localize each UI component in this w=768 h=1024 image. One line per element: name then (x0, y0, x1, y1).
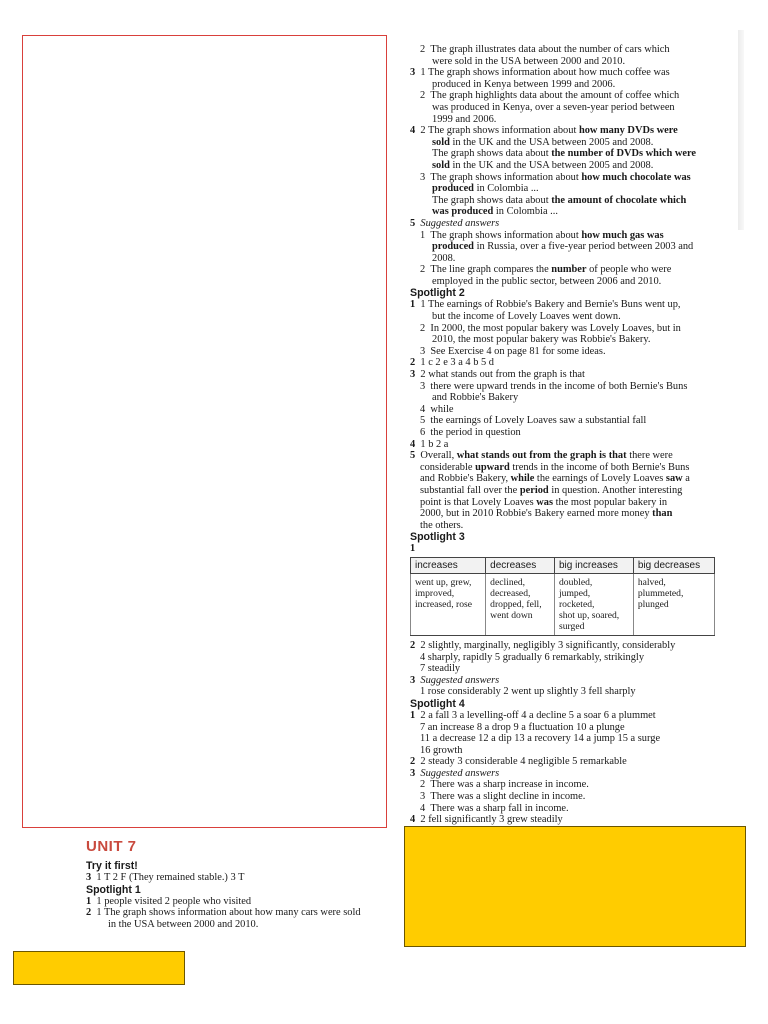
answer-line (410, 102, 722, 114)
item-number: 1 (410, 299, 416, 311)
table-cell: went up, grew, improved, increased, rose (411, 573, 486, 635)
answer-line (410, 427, 722, 439)
table-cell: doubled, jumped, rocketed, shot up, soared, surged (554, 573, 633, 635)
item-number: 2 (410, 639, 416, 651)
answer-text: the number of DVDs which were (551, 148, 696, 160)
answer-key-left-column (86, 838, 396, 930)
answer-text: The graph illustrates data about the number of cars which (430, 44, 670, 55)
redaction-box-yellow-large (404, 826, 746, 947)
answer-line (410, 346, 722, 358)
answer-text: how many DVDs were (578, 125, 678, 137)
section-heading: Spotlight 4 (410, 697, 465, 710)
answer-line (410, 640, 722, 652)
answer-text: 2 what stands out from the graph is that (420, 369, 585, 381)
answer-line (410, 264, 722, 276)
answer-text: how much chocolate was (581, 171, 691, 183)
item-number: 3 (420, 345, 426, 357)
answer-line (410, 148, 722, 160)
answer-text: 1 rose considerably 2 went up slightly 3 fell sharply (420, 686, 636, 698)
answer-text: point is that Lovely Loaves (420, 496, 537, 508)
answer-text: there were (626, 450, 673, 462)
answer-line (410, 722, 722, 734)
item-number: 6 (420, 427, 426, 438)
answer-text: 1 The graph shows information about how much coffee was (420, 67, 670, 79)
answer-line (86, 919, 396, 931)
answer-text: 7 an increase 8 a drop 9 a fluctuation 10 a plunge (420, 721, 625, 733)
answer-text: 1 c 2 e 3 a 4 b 5 d (420, 357, 494, 369)
answer-text: number (551, 264, 587, 276)
answer-text: sold (432, 136, 450, 148)
answer-text: was (536, 496, 554, 508)
answer-text: 2000, but in 2010 Robbie's Bakery earned more money (420, 508, 653, 520)
item-number: 5 (420, 415, 426, 427)
answer-line (410, 206, 722, 218)
item-number: 3 (420, 791, 426, 803)
answer-text: period (519, 484, 549, 496)
redaction-box-yellow-small (13, 951, 185, 985)
answer-text: produced in Kenya between 1999 and 2006. (432, 78, 616, 90)
item-number: 2 (420, 264, 426, 276)
table-header: big increases (554, 557, 633, 573)
answer-line (410, 334, 722, 346)
answer-line (410, 160, 722, 172)
answer-line (410, 710, 722, 722)
item-number: 4 (420, 802, 426, 814)
answer-line (410, 675, 722, 687)
item-number: 1 (420, 229, 426, 241)
answer-line (410, 253, 722, 265)
answer-text: in question. Another interesting (548, 484, 683, 496)
answer-text: See Exercise 4 on page 81 for some ideas. (430, 345, 606, 357)
answer-line (410, 241, 722, 253)
answer-line (86, 896, 396, 908)
answer-line (410, 323, 722, 335)
answer-line (410, 56, 722, 68)
answer-line (410, 497, 722, 509)
item-number: 2 (86, 907, 92, 919)
answer-text: was produced in Kenya, over a seven-year period between (432, 101, 675, 113)
item-number: 4 (410, 438, 416, 450)
redaction-box-red (22, 35, 387, 828)
answer-line (410, 114, 722, 126)
answer-line (410, 404, 722, 416)
answer-line (410, 450, 722, 462)
answer-text: but the income of Lovely Loaves went down. (432, 311, 621, 323)
table-cell: declined, decreased, dropped, fell, went down (486, 573, 555, 635)
unit7-answers (86, 860, 396, 930)
answer-text: in Colombia ... (473, 183, 539, 195)
answer-text: there were upward trends in the income of both Bernie's Buns (430, 380, 688, 392)
answer-line (410, 67, 722, 79)
answer-text: the earnings of Lovely Loaves saw a substantial fall (430, 415, 647, 427)
answer-text: 1 people visited 2 people who visited (96, 895, 252, 907)
vocabulary-table (410, 557, 715, 636)
answer-line (410, 473, 722, 485)
answer-line (86, 907, 396, 919)
answer-line (410, 814, 722, 826)
answer-line (410, 791, 722, 803)
item-number: 1 (410, 543, 416, 555)
answer-line (410, 663, 722, 675)
answer-text: produced (432, 241, 474, 253)
answer-text: trends in the income of both Bernie's Buns (509, 461, 690, 473)
answer-line (410, 299, 722, 311)
answer-text: The graph shows information about (430, 229, 582, 241)
answer-text: Overall, (420, 450, 457, 462)
answer-text: Suggested answers (420, 674, 500, 686)
answer-line (410, 392, 722, 404)
answer-text: 1 T 2 F (They remained stable.) 3 T (96, 872, 245, 883)
answer-line (410, 195, 722, 207)
answer-text: There was a sharp increase in income. (430, 779, 589, 791)
item-number: 3 (86, 872, 92, 883)
answer-key-right-column (410, 44, 722, 826)
answer-text: 4 sharply, rapidly 5 gradually 6 remarkably, strikingly (420, 651, 645, 663)
answer-line (410, 803, 722, 815)
answer-line (410, 90, 722, 102)
item-number: 2 (420, 779, 426, 791)
answer-text: 2 steady 3 considerable 4 negligible 5 remarkable (420, 756, 627, 768)
answer-text: 1 The graph shows information about how many cars were sold (96, 907, 361, 919)
answer-text: There was a slight decline in income. (430, 791, 586, 803)
answer-line (410, 768, 722, 780)
item-number: 3 (410, 674, 416, 686)
answer-line (410, 311, 722, 323)
answer-text: the period in question (430, 427, 521, 438)
answer-line (410, 357, 722, 369)
answer-line (410, 369, 722, 381)
answer-text: what stands out from the graph is that (456, 450, 627, 462)
answer-line (86, 872, 396, 884)
table-header: decreases (486, 557, 555, 573)
answer-text: in the UK and the USA between 2005 and 2008. (449, 136, 654, 148)
answer-text: 2 The graph shows information about (420, 125, 579, 137)
answer-text: in Colombia ... (493, 206, 558, 218)
answer-text: 2008. (432, 252, 456, 264)
answer-text: The graph highlights data about the amount of coffee which (430, 90, 680, 102)
item-number: 1 (410, 709, 416, 721)
item-number: 2 (420, 44, 426, 55)
answer-line (410, 462, 722, 474)
section-heading: Spotlight 3 (410, 531, 465, 544)
answer-text: than (652, 508, 673, 520)
item-number: 2 (410, 357, 416, 369)
item-number: 2 (410, 756, 416, 768)
answer-text: In 2000, the most popular bakery was Lovely Loaves, but in (430, 322, 681, 334)
answer-text: the earnings of Lovely Loaves (534, 473, 666, 485)
answer-line (410, 79, 722, 91)
answer-text: were sold in the USA between 2000 and 2010. (432, 55, 626, 67)
answer-line (410, 543, 722, 555)
answer-text: of people who were (586, 264, 672, 276)
answer-text: was produced (432, 206, 494, 218)
answer-text: considerable (420, 461, 476, 473)
answer-text: produced (432, 183, 474, 195)
answer-line (410, 381, 722, 393)
answer-text: The graph shows data about (432, 194, 552, 206)
table-header: increases (411, 557, 486, 573)
item-number: 3 (410, 369, 416, 381)
answer-line (410, 218, 722, 230)
answer-text: Suggested answers (420, 767, 500, 779)
item-number: 2 (420, 322, 426, 334)
answer-line (410, 125, 722, 137)
answer-text: while (510, 473, 535, 485)
answer-text: while (430, 403, 454, 415)
answer-line (410, 183, 722, 195)
table-cell: halved, plummeted, plunged (633, 573, 714, 635)
answer-text: sold (432, 159, 450, 171)
item-number: 5 (410, 450, 416, 462)
answer-text: how much gas was (581, 229, 664, 241)
answer-text: 2010, the most popular bakery was Robbie's Bakery. (432, 334, 651, 346)
answer-line (410, 172, 722, 184)
scan-edge-shadow (738, 30, 744, 230)
answer-text: saw (665, 473, 683, 485)
answer-text: and Robbie's Bakery (432, 392, 519, 404)
answer-line (410, 276, 722, 288)
answer-line (410, 686, 722, 698)
item-number: 2 (420, 90, 426, 102)
answer-text: in Russia, over a five-year period between 2003 and (473, 241, 694, 253)
answer-text: 2 fell significantly 3 grew steadily (420, 814, 563, 826)
answer-line (410, 439, 722, 451)
answer-text: 1999 and 2006. (432, 113, 497, 125)
answer-text: 11 a decrease 12 a dip 13 a recovery 14 a jump 15 a surge (420, 733, 661, 745)
answer-text: The graph shows data about (432, 148, 552, 160)
item-number: 4 (410, 814, 416, 826)
section-heading: Try it first! (86, 860, 138, 872)
answer-text: 2 slightly, marginally, negligibly 3 significantly, considerably (420, 639, 676, 651)
answer-text: in the USA between 2000 and 2010. (108, 918, 259, 930)
answer-text: the others. (420, 519, 464, 531)
answer-text: employed in the public sector, between 2006 and 2010. (432, 275, 662, 287)
answer-text: the most popular bakery in (553, 496, 668, 508)
answer-text: The graph shows information about (430, 171, 582, 183)
answer-text: Suggested answers (420, 217, 500, 229)
unit-title: UNIT 7 (86, 838, 137, 855)
answer-line (410, 137, 722, 149)
answer-line (410, 745, 722, 757)
answer-line (410, 652, 722, 664)
answer-text: The line graph compares the (430, 264, 552, 276)
answer-text: 1 The earnings of Robbie's Bakery and Bernie's Buns went up, (420, 299, 681, 311)
item-number: 1 (86, 895, 92, 907)
item-number: 3 (410, 767, 416, 779)
answer-line (410, 485, 722, 497)
section-heading: Spotlight 1 (86, 883, 141, 896)
answer-line (410, 44, 722, 56)
answer-line (410, 230, 722, 242)
answer-line (410, 779, 722, 791)
answer-text: 16 growth (420, 744, 463, 756)
answer-text: substantial fall over the (420, 484, 520, 496)
section-heading: Spotlight 2 (410, 287, 465, 300)
answer-text: 2 a fall 3 a levelling-off 4 a decline 5 a soar 6 a plummet (420, 709, 656, 721)
answer-text: 7 steadily (420, 663, 461, 675)
item-number: 4 (420, 403, 426, 415)
answer-text: the amount of chocolate which (551, 194, 687, 206)
item-number: 3 (420, 171, 426, 183)
item-number: 5 (410, 217, 416, 229)
answer-line (410, 520, 722, 532)
answer-text: a (682, 473, 690, 485)
item-number: 4 (410, 125, 416, 137)
answer-line (410, 756, 722, 768)
answer-text: upward (475, 461, 510, 473)
answer-text: There was a sharp fall in income. (430, 802, 569, 814)
answer-text: 1 b 2 a (420, 438, 449, 450)
item-number: 3 (420, 380, 426, 392)
answer-line (410, 733, 722, 745)
table-header: big decreases (633, 557, 714, 573)
answer-line (410, 415, 722, 427)
answer-line (410, 508, 722, 520)
answer-text: in the UK and the USA between 2005 and 2008. (449, 159, 654, 171)
answer-text: and Robbie's Bakery, (420, 473, 511, 485)
item-number: 3 (410, 67, 416, 79)
